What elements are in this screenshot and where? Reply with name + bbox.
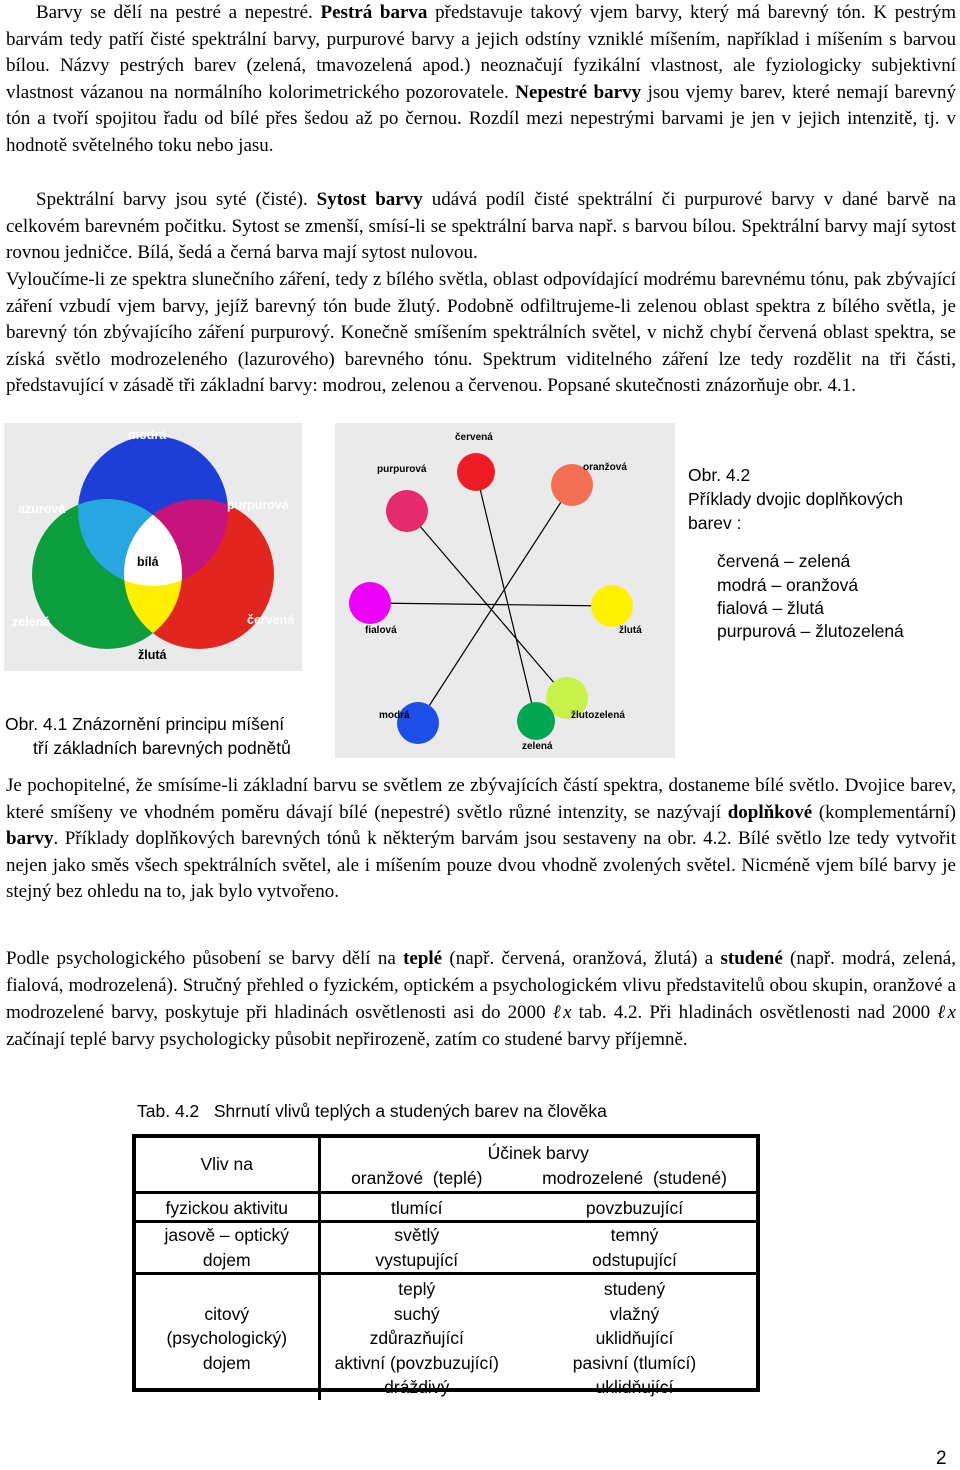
cell-cool: odstupující [513, 1248, 756, 1274]
term-sytost-barvy: Sytost barvy [316, 189, 423, 210]
label-azurova: azurová [18, 502, 66, 516]
cell-warm: vystupující [319, 1248, 513, 1274]
dot-modra [397, 702, 439, 744]
cell-category: jasově – optický [164, 1225, 289, 1245]
term-nepestre-barvy: Nepestré barvy [515, 81, 642, 103]
cell-category: dojem [136, 1248, 319, 1274]
label-zelena: zelená [12, 615, 51, 629]
cell-category: dojem [202, 1352, 251, 1373]
cell-category: citový [204, 1303, 250, 1324]
wheel-label-cervena: červená [455, 432, 493, 443]
dot-cervena [457, 453, 495, 491]
term-doplnkove: doplňkové [727, 801, 813, 823]
dot-purpurova [386, 490, 428, 532]
cell-cool: pasivní (tlumící) [572, 1352, 697, 1373]
complementary-pair-3: fialová – žlutá [717, 598, 825, 618]
cell-category: fyzickou aktivitu [136, 1192, 319, 1222]
label-modra: modrá [128, 428, 167, 442]
dot-zelena [517, 702, 555, 740]
header-modrozelene: modrozelené (studené) [513, 1166, 756, 1192]
header-vliv-na: Vliv na [136, 1138, 319, 1192]
unit-lux: ℓx [552, 1002, 572, 1023]
table-row [136, 1326, 756, 1351]
wheel-label-modra: modrá [379, 710, 410, 721]
figure-4-2-caption-line2: Příklady dvojic doplňkových [688, 489, 903, 509]
cell-warm: aktivní (povzbuzující) [319, 1351, 513, 1376]
cell-category [136, 1375, 319, 1400]
cell-category [136, 1274, 319, 1302]
effects-table [132, 1134, 760, 1397]
table-row [136, 1222, 756, 1248]
label-bila: bílá [137, 555, 159, 569]
table-row [136, 1274, 756, 1302]
cell-cool: vlažný [609, 1303, 660, 1324]
cell-warm: světlý [319, 1222, 513, 1248]
figure-4-1-caption-line2: tří základních barevných podnětů [33, 738, 291, 758]
cell-category: (psychologický) [166, 1328, 288, 1348]
cell-warm: teplý [319, 1274, 513, 1302]
table-caption: Tab. 4.2 Shrnutí vlivů teplých a studených barev na člověka [137, 1101, 607, 1121]
cell-warm: zdůrazňující [319, 1326, 513, 1351]
term-studene: studené [720, 948, 783, 969]
paragraph-teple-studene: Podle psychologického působení se barvy dělí na teplé (např. červená, oranžová, žlutá) a studené (např. modrá, zelená, fialová, modrozelená). Stručný přehled o fyzickém, optickém a psychologickém vlivu představitelů obou skupin, oranžové a modrozelené barvy, poskytuje při hladinách osvětlenosti asi do 2000 ℓx tab. 4.2. Při hladinách osvětlenosti nad 2000 ℓx začínají teplé barvy psychologicky působit nepřirozeně, zatím co studené barvy příjemně. [6, 948, 956, 1050]
cell-cool: uklidňující [595, 1328, 674, 1348]
wheel-label-zluta: žlutá [619, 625, 642, 636]
figure-complementary-wheel [335, 423, 675, 758]
cell-warm: tlumící [319, 1192, 513, 1222]
cell-cool: uklidňující [595, 1377, 674, 1397]
wheel-label-zlutozelena: žlutozelená [571, 710, 625, 721]
header-oranzove: oranžové (teplé) [319, 1166, 513, 1192]
wheel-label-purpurova: purpurová [377, 464, 427, 475]
additive-mixing-diagram [4, 423, 302, 671]
cell-cool: studený [603, 1279, 666, 1299]
complementary-pair-2: modrá – oranžová [717, 575, 859, 595]
figure-4-2-caption-title: Obr. 4.2 [688, 465, 751, 485]
paragraph-sytost: Spektrální barvy jsou syté (čisté). Sytost barvy udává podíl čisté spektrální či purpurové barvy v dané barvě na celkovém barevném počitku. Sytost se zmenší, smísí-li se spektrální barva např. s barvou bílou. Spektrální barvy mají sytost rovnou jedničce. Bílá, šedá a černá barva mají sytost nulovou. [6, 189, 956, 263]
figure-4-2-caption-line3: barev : [688, 513, 742, 533]
page-number: 2 [936, 1448, 947, 1469]
term-teple: teplé [403, 948, 443, 969]
cell-cool: povzbuzující [513, 1192, 756, 1222]
dot-fialova [349, 582, 391, 624]
dot-zluta [591, 585, 633, 627]
label-zluta: žlutá [138, 648, 167, 662]
term-barvy: barvy [6, 828, 54, 849]
table-row [136, 1351, 756, 1376]
table-row [136, 1248, 756, 1274]
cell-cool: temný [610, 1225, 659, 1245]
paragraph-doplnkove: Je pochopitelné, že smísíme-li základní barvu se světlem ze zbývajících částí spektra, dostaneme bílé světlo. Dvojice barev, které smíšeny ve vhodném poměru dávají bílé (nepestré) světlo různé intenzity, se nazývají doplňkové (komplementární) barvy. Příklady doplňkových barevných tónů k některým barvám jsou sestaveny na obr. 4.2. Bílé světlo lze tedy vytvořit nejen jako směs všech spektrálních světel, ale i míšením pouze dvou vhodně zvolených světel. Nicméně vjem bílé barvy je stejný bez ohledu na to, jak bylo vytvořeno. [6, 775, 956, 902]
complementary-pair-1: červená – zelená [717, 551, 851, 571]
complementary-pair-4: purpurová – žlutozelená [717, 621, 904, 641]
wheel-label-zelena: zelená [522, 741, 553, 752]
wheel-label-oranzova: oranžová [583, 462, 627, 473]
figure-color-mixing [4, 423, 302, 671]
paragraph-spektrum: Vyloučíme-li ze spektra slunečního záření, tedy z bílého světla, oblast odpovídající modrému barevnému tónu, pak zbývající záření vzbudí vjem barvy, jejíž barevný tón bude žlutý. Podobně odfiltrujeme-li zelenou oblast spektra z bílého světla, je barevný tón zbývajícího záření purpurový. Konečně smíšením spektrálních světel, v nichž chybí červená oblast spektra, se získá světlo modrozeleného (lazurového) barevného tónu. Spektrum viditelného záření lze tedy rozdělit na tři části, představující v zásadě tři základní barvy: modrou, zelenou a červenou. Popsané skutečnosti znázorňuje obr. 4.1. [6, 269, 956, 396]
wheel-label-fialova: fialová [365, 625, 397, 636]
label-purpurova: purpurová [227, 498, 289, 512]
label-cervena: červená [247, 613, 295, 627]
table-row [136, 1375, 756, 1400]
table-row [136, 1192, 756, 1222]
table-row [136, 1302, 756, 1327]
cell-warm: suchý [319, 1302, 513, 1327]
complementary-wheel-diagram [335, 423, 675, 758]
header-ucinek-barvy: Účinek barvy [319, 1138, 756, 1166]
unit-lux: ℓx [937, 1002, 956, 1023]
figure-4-1-caption-line1: Obr. 4.1 Znázornění principu míšení [5, 714, 285, 734]
cell-warm: dráždivý [319, 1375, 513, 1400]
paragraph-pestre-nepestre: Barvy se dělí na pestré a nepestré. Pestrá barva představuje takový vjem barvy, který má barevný tón. K pestrým barvám tedy patří čisté spektrální barvy, purpurové barvy a jejich odstíny vzniklé míšením, například i míšením s barvou bílou. Názvy pestrých barev (zelená, tmavozelená apod.) neoznačují fyzikální vlastnost, ale fyziologicky subjektivní vlastnost vázanou na normálního kolorimetrického pozorovatele. Nepestré barvy jsou vjemy barev, které nemají barevný tón a tvoří spojitou řadu od bílé přes šedou až po černou. Rozdíl mezi nepestrými barvami je jen v jejich intenzitě, tj. v hodnotě světelného toku nebo jasu. [6, 2, 956, 156]
effects-table-grid [136, 1138, 756, 1400]
term-pestra-barva: Pestrá barva [320, 2, 428, 23]
